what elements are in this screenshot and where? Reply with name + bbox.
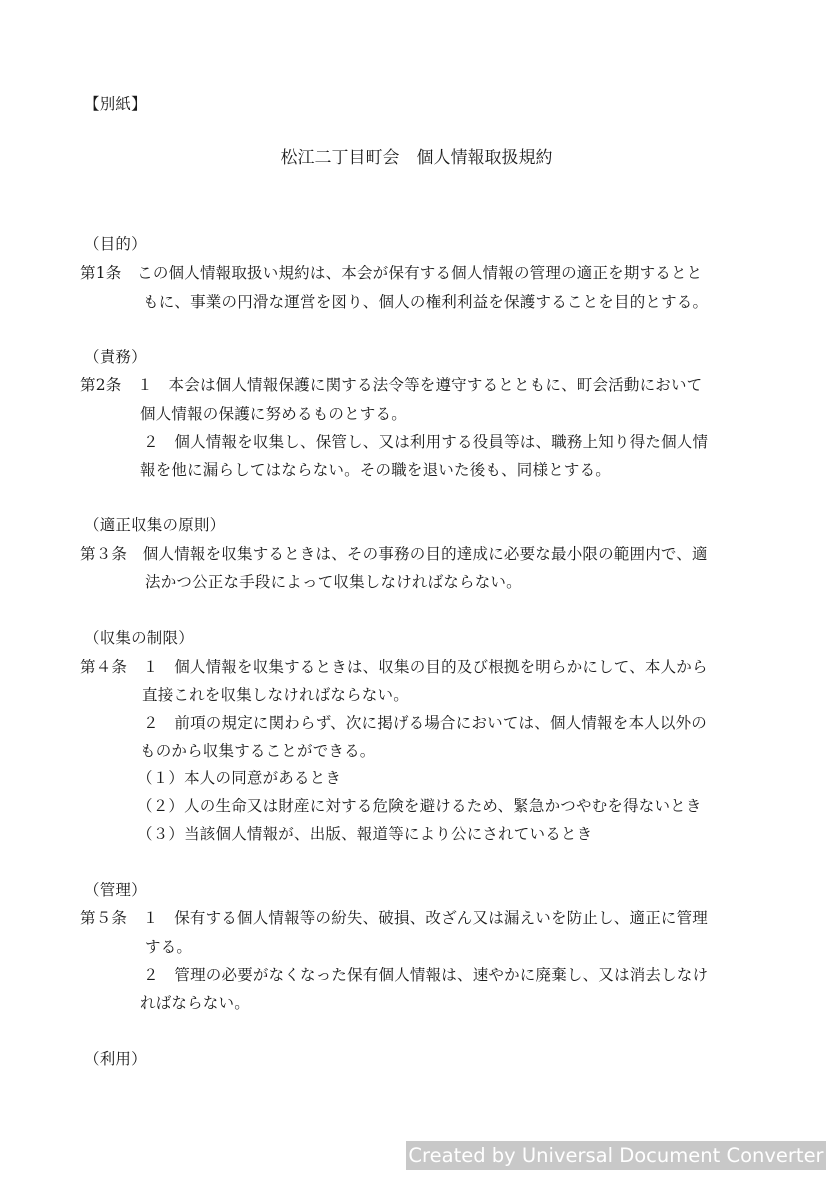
attachment-label: 【別紙】	[84, 95, 147, 113]
article-6-heading: （利用）	[84, 1050, 147, 1068]
converter-watermark: Created by Universal Document Converter	[406, 1141, 826, 1170]
article-4-text-line: 直接これを収集しなければならない。	[142, 686, 409, 704]
article-5-text-line: する。	[145, 938, 193, 956]
article-2-text-line: 報を他に漏らしてはならない。その職を退いた後も、同様とする。	[140, 461, 612, 479]
article-4-heading: （収集の制限）	[84, 629, 194, 647]
article-2-text-line: 第2条 １ 本会は個人情報保護に関する法令等を遵守するとともに、町会活動において	[80, 376, 703, 394]
article-5-text-line: ればならない。	[140, 994, 250, 1012]
article-1-heading: （目的）	[84, 235, 147, 253]
article-1-text-line: 第1条 この個人情報取扱い規約は、本会が保有する個人情報の管理の適正を期するとと	[80, 264, 703, 282]
article-4-list-item: （１）本人の同意があるとき	[137, 769, 342, 787]
article-2-text-line: 個人情報の保護に努めるものとする。	[140, 405, 407, 423]
article-4-text-line: ものから収集することができる。	[140, 742, 376, 760]
article-4-list-item: （３）当該個人情報が、出版、報道等により公にされているとき	[137, 825, 593, 843]
document-title: 松江二丁目町会 個人情報取扱規約	[280, 148, 553, 168]
article-2-text-line: ２ 個人情報を収集し、保管し、又は利用する役員等は、職務上知り得た個人情	[143, 433, 709, 451]
article-5-text-line: 第５条 １ 保有する個人情報等の紛失、破損、改ざん又は漏えいを防止し、適正に管理	[80, 909, 709, 927]
article-1-text-line: もに、事業の円滑な運営を図り、個人の権利利益を保護することを目的とする。	[143, 293, 709, 311]
article-3-text-line: 第３条 個人情報を収集するときは、その事務の目的達成に必要な最小限の範囲内で、適	[80, 545, 708, 563]
article-4-text-line: 第４条 １ 個人情報を収集するときは、収集の目的及び根拠を明らかにして、本人から	[80, 658, 708, 676]
article-2-heading: （責務）	[84, 348, 147, 366]
article-5-heading: （管理）	[84, 881, 147, 899]
article-4-text-line: ２ 前項の規定に関わらず、次に掲げる場合においては、個人情報を本人以外の	[143, 714, 707, 732]
article-5-text-line: ２ 管理の必要がなくなった保有個人情報は、速やかに廃棄し、又は消去しなけ	[143, 966, 709, 984]
article-3-heading: （適正収集の原則）	[84, 516, 226, 534]
article-3-text-line: 法かつ公正な手段によって収集しなければならない。	[145, 573, 522, 591]
article-4-list-item: （２）人の生命又は財産に対する危険を避けるため、緊急かつやむを得ないとき	[137, 797, 702, 815]
